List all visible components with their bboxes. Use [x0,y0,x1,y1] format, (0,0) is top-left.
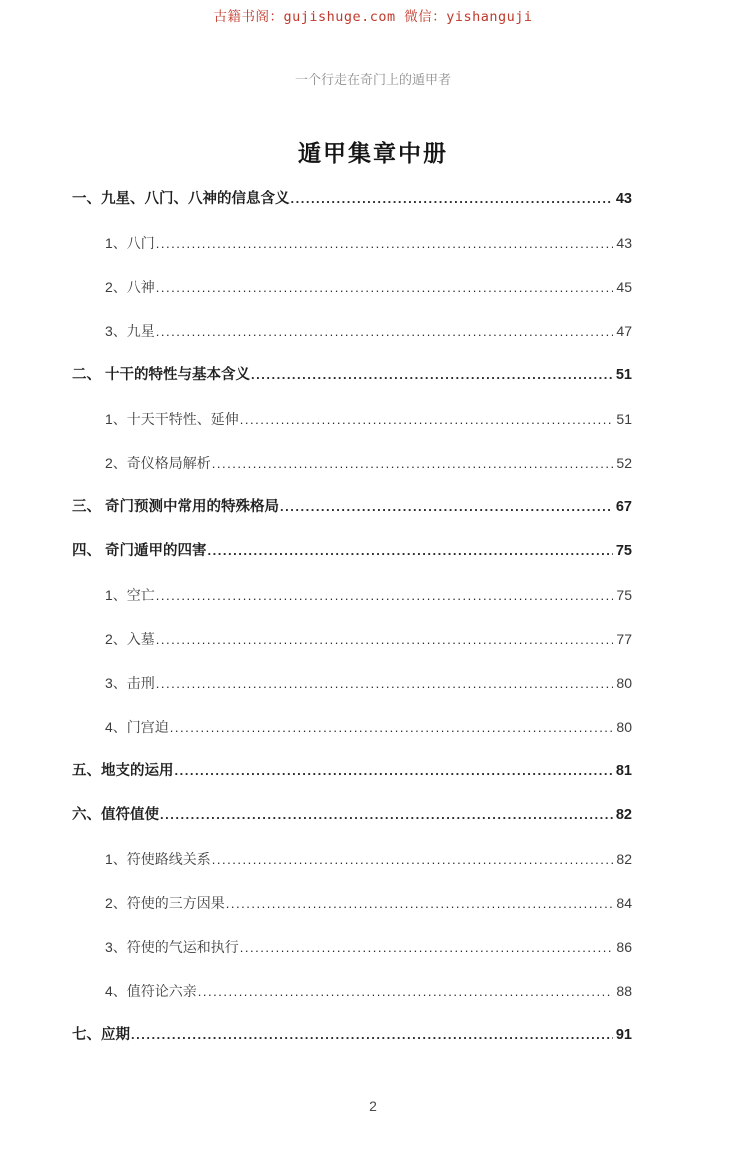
toc-entry[interactable] [72,365,632,385]
table-of-contents [72,189,632,1045]
dot-leader [212,850,614,870]
dot-leader [240,410,614,430]
watermark-source-line: 古籍书阁：gujishuge.com 微信：yishanguji [213,9,533,25]
toc-entry[interactable] [72,937,632,957]
toc-entry-label: 六、值符值使 [72,807,159,823]
toc-entry-label: 4、值符论六亲 [105,983,197,999]
toc-entry-page: 75 [616,587,632,603]
toc-entry-label: 2、入墓 [105,631,155,647]
toc-entry[interactable] [72,849,632,869]
dot-leader [156,234,614,254]
dot-leader [208,541,613,561]
toc-entry-label: 五、地支的运用 [72,763,174,779]
toc-entry[interactable] [72,1025,632,1045]
toc-entry-label: 3、符使的气运和执行 [105,939,239,955]
toc-entry-page: 47 [616,323,632,339]
toc-entry[interactable] [72,497,632,517]
dot-leader [226,894,614,914]
toc-entry-label: 七、应期 [72,1027,130,1043]
dot-leader [156,278,614,298]
toc-entry-page: 82 [615,807,632,823]
toc-entry-page: 82 [616,851,632,867]
dot-leader [251,365,613,385]
toc-entry-label: 四、 奇门遁甲的四害 [72,543,207,559]
toc-entry-page: 86 [616,939,632,955]
dot-leader [280,497,613,517]
toc-entry-label: 2、奇仪格局解析 [105,455,211,471]
toc-entry-label: 2、符使的三方因果 [105,895,225,911]
running-header: 一个行走在奇门上的遁甲者 [294,72,451,87]
dot-leader [160,805,613,825]
toc-entry[interactable] [72,893,632,913]
toc-entry-page: 45 [616,279,632,295]
toc-entry-page: 80 [616,719,632,735]
toc-entry-page: 43 [615,191,632,207]
toc-entry-label: 1、空亡 [105,587,155,603]
toc-entry[interactable] [72,453,632,473]
dot-leader [156,674,614,694]
toc-entry[interactable] [72,717,632,737]
toc-entry[interactable] [72,981,632,1001]
toc-entry-page: 51 [615,367,632,383]
toc-entry-page: 91 [615,1027,632,1043]
dot-leader [240,938,614,958]
toc-entry[interactable] [72,409,632,429]
toc-entry[interactable] [72,585,632,605]
toc-entry[interactable] [72,321,632,341]
toc-entry-page: 43 [616,235,632,251]
toc-entry-label: 2、八神 [105,279,155,295]
dot-leader [198,982,614,1002]
toc-entry-label: 一、九星、八门、八神的信息含义 [72,191,290,207]
dot-leader [156,586,614,606]
toc-entry-page: 88 [616,983,632,999]
toc-entry-label: 3、击刑 [105,675,155,691]
toc-entry-label: 4、门宫迫 [105,719,169,735]
toc-entry-label: 1、十天干特性、延伸 [105,411,239,427]
toc-entry[interactable] [72,233,632,253]
toc-entry-page: 77 [616,631,632,647]
toc-entry[interactable] [72,673,632,693]
toc-entry-page: 84 [616,895,632,911]
footer-page-number: 2 [369,1098,377,1114]
toc-entry-label: 3、九星 [105,323,155,339]
toc-entry-page: 51 [616,411,632,427]
toc-entry-page: 67 [615,499,632,515]
toc-entry[interactable] [72,189,632,209]
dot-leader [175,761,613,781]
toc-entry-page: 80 [616,675,632,691]
dot-leader [291,189,613,209]
dot-leader [212,454,614,474]
toc-entry-label: 1、符使路线关系 [105,851,211,867]
dot-leader [156,630,614,650]
toc-entry-page: 52 [616,455,632,471]
toc-entry[interactable] [72,629,632,649]
toc-entry-page: 75 [615,543,632,559]
page-title: 遁甲集章中册 [298,141,448,166]
toc-entry[interactable] [72,541,632,561]
toc-entry-label: 三、 奇门预测中常用的特殊格局 [72,499,280,515]
dot-leader [156,322,614,342]
toc-entry[interactable] [72,761,632,781]
toc-entry-page: 81 [615,763,632,779]
dot-leader [170,718,614,738]
toc-entry[interactable] [72,277,632,297]
toc-entry[interactable] [72,805,632,825]
dot-leader [131,1025,613,1045]
toc-entry-label: 二、 十干的特性与基本含义 [72,367,251,383]
toc-entry-label: 1、八门 [105,235,155,251]
